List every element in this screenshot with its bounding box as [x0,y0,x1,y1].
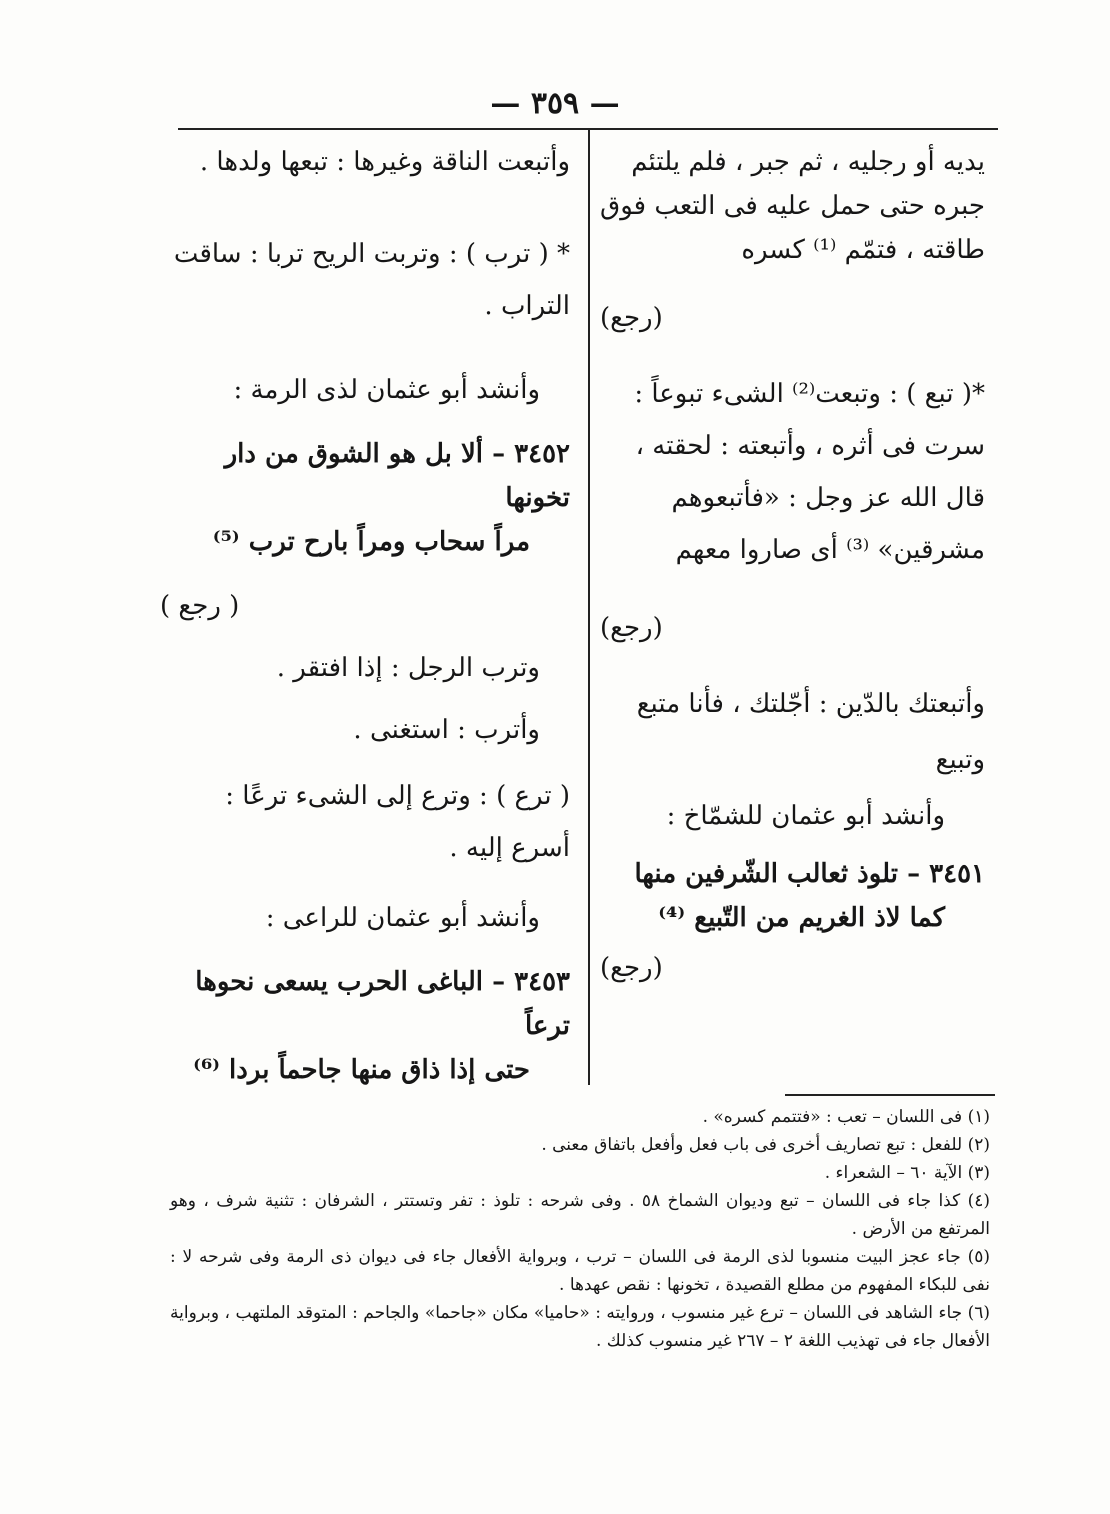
rujoo-marker: (رجع) [600,303,663,333]
verse-3453-first: ٣٤٥٣ – الباغى الحرب يسعى نحوها ترعاً [195,967,570,1041]
paragraph: وأنشد أبو عثمان للشمّاخ : [666,801,945,831]
footnote-3: (٣) الآية ٦٠ – الشعراء . [824,1163,990,1183]
entry-tabaa: *( تبع ) : وتبعت⁽²⁾ الشىء تبوعاً : سرت فى أثره ، وأتبعته : لحقته ، قال الله عز وجل : «فأتبعوهم مشرقين» ⁽³⁾ أى صاروا معهم [634,379,985,565]
footnote-5: (٥) جاء عجز البيت منسوبا لذى الرمة فى اللسان – ترب ، وبرواية الأفعال جاء فى ديوان ذى الرمة وفى شرحه لا : نفى للبكاء المفهوم من مطلع القصيدة ، تخونها : نقص عهدها . [170,1247,990,1295]
footnotes [170,1103,990,1355]
left-column [160,140,570,1092]
footnote-4: (٤) كذا جاء فى اللسان – تبع وديوان الشماخ ٥٨ . وفى شرحه : تلوذ : تفر وتستتر ، الشرفان : تثنية شرف ، وهو المرتفع من الأرض . [170,1191,990,1239]
paragraph: وترب الرجل : إذا افتقر . [276,653,540,683]
paragraph: يديه أو رجليه ، ثم جبر ، فلم يلتئم جبره حتى حمل عليه فى التعب فوق طاقته ، فتمّم ⁽¹⁾ كسره [600,147,985,265]
page-number: — ٣٥٩ — [490,86,620,121]
footnote-1: (١) فى اللسان – تعب : «فتتمم كسره» . [702,1107,990,1127]
column-divider [588,130,590,1085]
right-column [600,140,985,990]
rujoo-marker: ( رجع ) [160,591,240,621]
footnote-rule [785,1094,995,1096]
footnote-2: (٢) للفعل : تبع تصاريف أخرى فى باب فعل وأفعل باتفاق معنى . [541,1135,990,1155]
paragraph: وأنشد أبو عثمان للراعى : [265,903,540,933]
paragraph: وأتبعت الناقة وغيرها : تبعها ولدها . [199,147,570,177]
entry-taraa: ( ترع ) : وترع إلى الشىء ترعًا : أسرع إليه . [225,781,570,863]
footnote-6: (٦) جاء الشاهد فى اللسان – ترع غير منسوب ، وروايته : «حاميا» مكان «جاحما» والجاحم : المتوقد الملتهب ، وبرواية الأفعال جاء فى تهذيب اللغة ٢ – ٢٦٧ غير منسوب كذلك . [170,1303,991,1351]
verse-3452-second: مراً سحاب ومراً بارح ترب ⁽⁵⁾ [212,527,530,557]
paragraph: وأنشد أبو عثمان لذى الرمة : [233,375,540,405]
verse-3452-first: ٣٤٥٢ – ألا بل هو الشوق من دار تخونها [224,439,570,513]
verse-3453-second: حتى إذا ذاق منها جاحماً بردا ⁽⁶⁾ [193,1055,530,1085]
entry-tarib: * ( ترب ) : وتربت الريح تربا : ساقت التراب . [173,239,570,321]
verse-3451-first: ٣٤٥١ – تلوذ ثعالب الشّرفين منها [634,859,985,889]
rujoo-marker: (رجع) [600,613,663,643]
paragraph: وأترب : استغنى . [353,715,540,745]
verse-3451-second: كما لاذ الغريم من التّبيع ⁽⁴⁾ [658,903,945,933]
rujoo-marker: (رجع) [600,953,663,983]
paragraph: وأتبعتك بالدّين : أجّلتك ، فأنا متبع وتبيع [636,689,985,775]
